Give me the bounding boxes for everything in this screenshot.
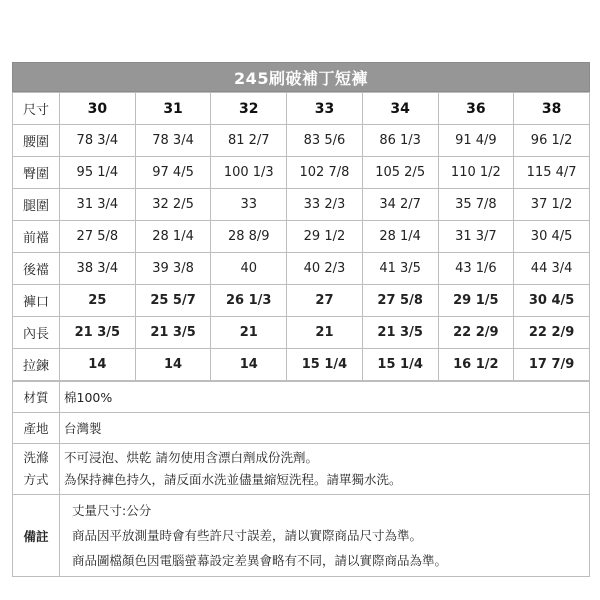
table-cell: 14 (211, 349, 287, 381)
table-cell: 29 1/2 (287, 221, 363, 253)
size-column-header: 36 (438, 93, 514, 125)
size-column-header: 32 (211, 93, 287, 125)
table-cell: 31 3/4 (60, 189, 136, 221)
table-cell: 37 1/2 (514, 189, 590, 221)
table-row (13, 349, 590, 381)
table-cell: 17 7/9 (514, 349, 590, 381)
table-cell: 28 1/4 (135, 221, 211, 253)
table-cell: 35 7/8 (438, 189, 514, 221)
table-cell: 44 3/4 (514, 253, 590, 285)
table-row (13, 285, 590, 317)
notes-line: 商品圖檔顏色因電腦螢幕設定差異會略有不同，請以實際商品為準。 (72, 553, 448, 568)
table-cell: 21 3/5 (60, 317, 136, 349)
table-cell: 38 3/4 (60, 253, 136, 285)
row-label: 褲口 (13, 285, 60, 317)
table-cell: 95 1/4 (60, 157, 136, 189)
table-cell: 81 2/7 (211, 125, 287, 157)
size-header-row (13, 93, 590, 125)
page-title: 245刷破補丁短褲 (12, 62, 590, 92)
table-cell: 34 2/7 (362, 189, 438, 221)
table-cell: 40 2/3 (287, 253, 363, 285)
table-cell: 83 5/6 (287, 125, 363, 157)
table-row (13, 253, 590, 285)
notes-text (60, 495, 590, 577)
size-column-header: 30 (60, 93, 136, 125)
size-column-header: 34 (362, 93, 438, 125)
table-cell: 27 5/8 (60, 221, 136, 253)
table-row (13, 157, 590, 189)
product-info-table (12, 381, 590, 577)
table-cell: 26 1/3 (211, 285, 287, 317)
table-row (13, 221, 590, 253)
size-column-header: 38 (514, 93, 590, 125)
table-cell: 43 1/6 (438, 253, 514, 285)
notes-line: 丈量尺寸:公分 (72, 503, 152, 518)
row-label: 後襠 (13, 253, 60, 285)
origin-row (13, 413, 590, 444)
table-cell: 21 (287, 317, 363, 349)
row-label: 臀圍 (13, 157, 60, 189)
table-cell: 30 4/5 (514, 221, 590, 253)
table-cell: 105 2/5 (362, 157, 438, 189)
table-cell: 78 3/4 (135, 125, 211, 157)
table-cell: 41 3/5 (362, 253, 438, 285)
table-cell: 27 (287, 285, 363, 317)
row-label: 腿圍 (13, 189, 60, 221)
row-label: 內長 (13, 317, 60, 349)
table-cell: 15 1/4 (287, 349, 363, 381)
table-cell: 28 8/9 (211, 221, 287, 253)
table-cell: 96 1/2 (514, 125, 590, 157)
table-cell: 91 4/9 (438, 125, 514, 157)
wash-instructions (60, 444, 590, 495)
table-cell: 25 5/7 (135, 285, 211, 317)
table-cell: 110 1/2 (438, 157, 514, 189)
notes-label: 備註 (13, 495, 60, 577)
table-cell: 25 (60, 285, 136, 317)
size-table (12, 92, 590, 381)
table-cell: 33 (211, 189, 287, 221)
table-cell: 78 3/4 (60, 125, 136, 157)
table-cell: 32 2/5 (135, 189, 211, 221)
table-cell: 28 1/4 (362, 221, 438, 253)
table-cell: 86 1/3 (362, 125, 438, 157)
table-cell: 100 1/3 (211, 157, 287, 189)
wash-line: 不可浸泡、烘乾 請勿使用含漂白劑成份洗劑。 (64, 450, 318, 465)
table-cell: 22 2/9 (514, 317, 590, 349)
notes-row (13, 495, 590, 577)
wash-label (13, 444, 60, 495)
material-value: 棉100% (60, 382, 590, 413)
table-cell: 22 2/9 (438, 317, 514, 349)
table-cell: 16 1/2 (438, 349, 514, 381)
table-cell: 30 4/5 (514, 285, 590, 317)
wash-line: 為保持褲色持久，請反面水洗並儘量縮短洗程。請單獨水洗。 (64, 472, 402, 487)
row-label: 拉鍊 (13, 349, 60, 381)
table-cell: 27 5/8 (362, 285, 438, 317)
table-cell: 39 3/8 (135, 253, 211, 285)
table-cell: 33 2/3 (287, 189, 363, 221)
row-label: 腰圍 (13, 125, 60, 157)
table-cell: 40 (211, 253, 287, 285)
table-cell: 21 (211, 317, 287, 349)
size-corner-label: 尺寸 (13, 93, 60, 125)
table-cell: 21 3/5 (135, 317, 211, 349)
table-cell: 31 3/7 (438, 221, 514, 253)
origin-value: 台灣製 (60, 413, 590, 444)
size-column-header: 33 (287, 93, 363, 125)
table-cell: 21 3/5 (362, 317, 438, 349)
origin-label: 產地 (13, 413, 60, 444)
table-cell: 102 7/8 (287, 157, 363, 189)
material-label: 材質 (13, 382, 60, 413)
table-row (13, 125, 590, 157)
wash-row (13, 444, 590, 495)
table-row (13, 189, 590, 221)
wash-label-line: 方式 (23, 472, 49, 487)
table-cell: 14 (60, 349, 136, 381)
table-row (13, 317, 590, 349)
size-chart (12, 62, 590, 577)
table-cell: 15 1/4 (362, 349, 438, 381)
size-column-header: 31 (135, 93, 211, 125)
table-cell: 115 4/7 (514, 157, 590, 189)
table-cell: 29 1/5 (438, 285, 514, 317)
material-row (13, 382, 590, 413)
wash-label-line: 洗滌 (23, 450, 49, 465)
table-cell: 14 (135, 349, 211, 381)
table-cell: 97 4/5 (135, 157, 211, 189)
notes-line: 商品因平放測量時會有些許尺寸誤差，請以實際商品尺寸為準。 (72, 528, 423, 543)
row-label: 前襠 (13, 221, 60, 253)
